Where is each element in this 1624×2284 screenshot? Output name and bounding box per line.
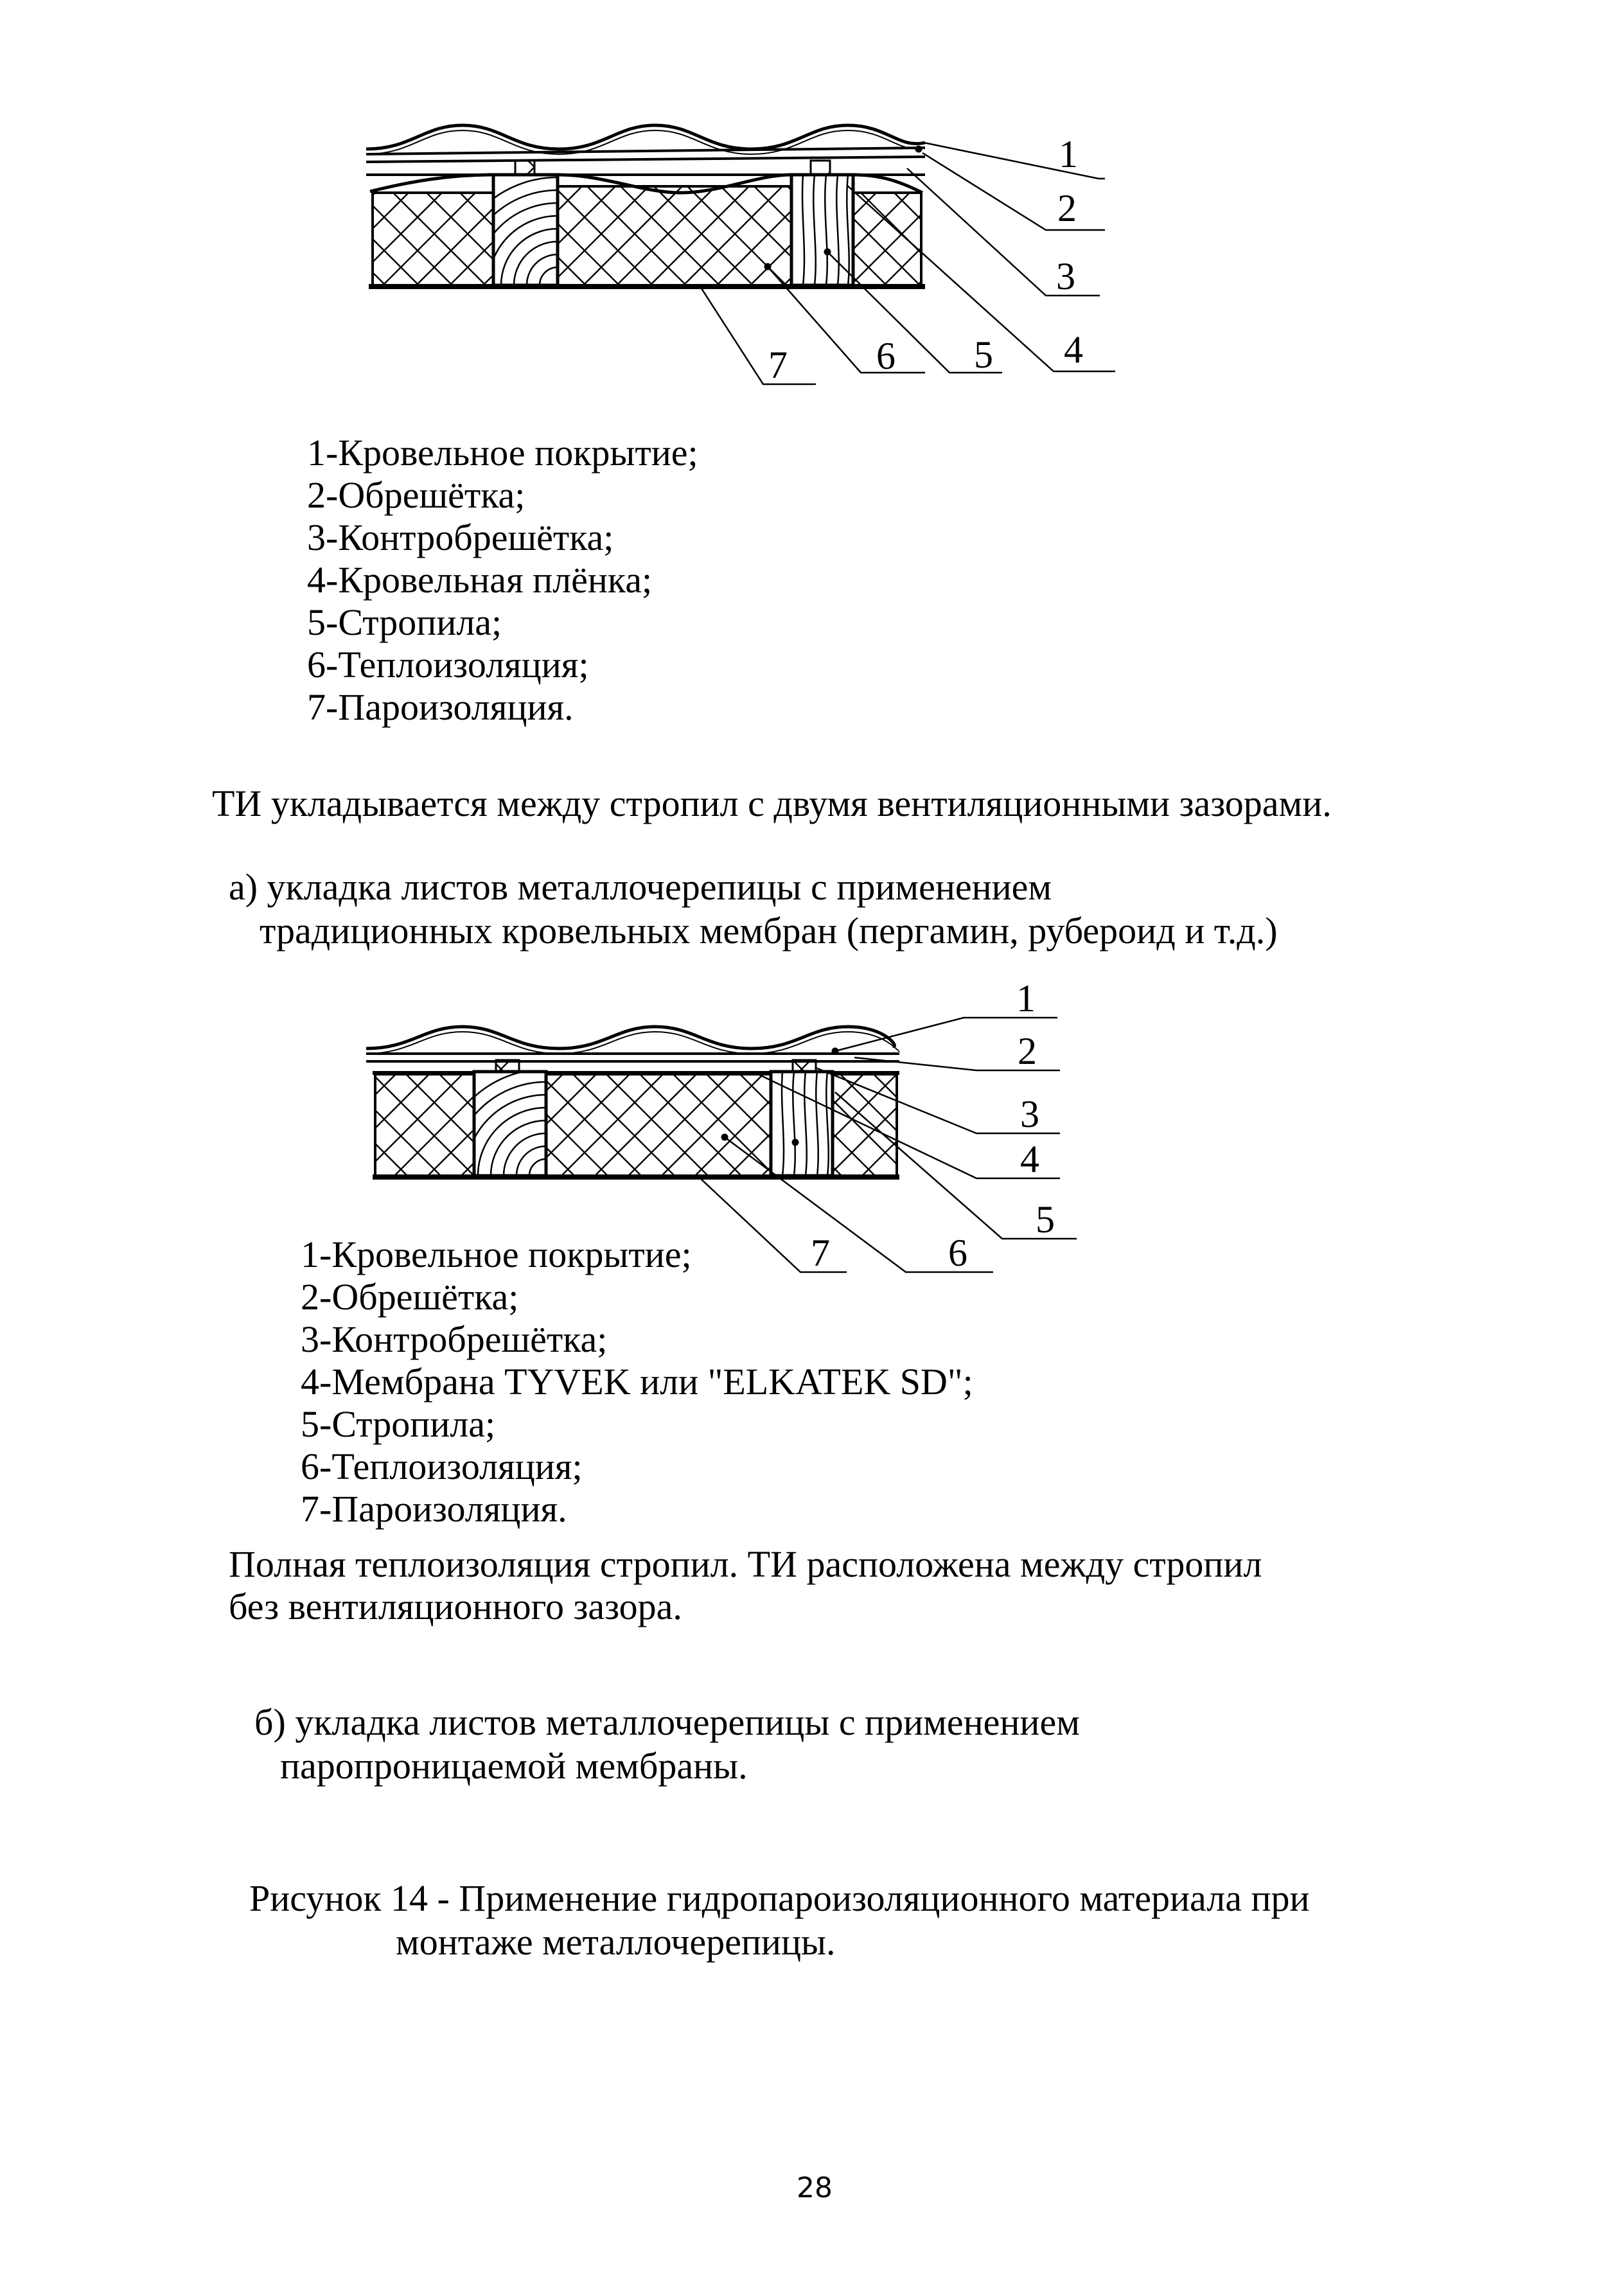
bottom-legend-item: 1-Кровельное покрытие; [301,1234,692,1275]
figure-title-line2: монтаже металлочерепицы. [396,1921,836,1963]
bottom-callout-4: 4 [1020,1138,1039,1180]
bottom-insulation-left [375,1074,474,1176]
top-callout-3: 3 [1056,255,1075,297]
bottom-description-line2: без вентиляционного зазора. [229,1586,682,1627]
top-batten [515,161,534,175]
top-legend-item: 4-Кровельная плёнка; [307,559,653,601]
bottom-callout-3: 3 [1020,1093,1039,1135]
top-roofing-sheet [366,125,925,149]
top-caption-line1: а) укладка листов металлочерепицы с применением [229,866,1052,908]
top-insulation-right [853,193,921,285]
bottom-insulation-mid [546,1074,771,1176]
bottom-caption-line1: б) укладка листов металлочерепицы с применением [254,1701,1080,1743]
top-callout-5: 5 [974,333,993,376]
top-callout-2: 2 [1057,187,1077,229]
top-legend-item: 6-Теплоизоляция; [307,644,589,686]
top-legend [307,432,698,729]
bottom-legend [301,1234,973,1530]
top-callout-4: 4 [1064,328,1083,371]
top-callout-6: 6 [876,335,896,377]
bottom-legend-item: 6-Теплоизоляция; [301,1446,583,1487]
top-legend-item: 3-Контробрешётка; [307,517,614,558]
bottom-description-line1: Полная теплоизоляция стропил. ТИ расположена между стропил [229,1543,1262,1585]
top-insulation-mid [558,186,791,285]
bottom-legend-item: 2-Обрешётка; [301,1276,519,1318]
bottom-callout-7: 7 [811,1232,830,1274]
bottom-legend-item: 7-Пароизоляция. [301,1488,567,1530]
bottom-legend-item: 3-Контробрешётка; [301,1318,608,1360]
top-description: ТИ укладывается между стропил с двумя вентиляционными зазорами. [212,783,1332,824]
bottom-callout-1: 1 [1016,977,1036,1020]
bottom-caption-line2: паропроницаемой мембраны. [280,1745,748,1787]
top-callout-7: 7 [768,344,788,386]
bottom-legend-item: 5-Стропила; [301,1403,496,1445]
top-insulation-left [373,193,493,285]
figure-title-line1: Рисунок 14 - Применение гидропароизоляционного материала при [249,1877,1310,1919]
top-legend-item: 2-Обрешётка; [307,474,525,516]
bottom-callout-6: 6 [948,1232,967,1274]
top-callout-1: 1 [1059,133,1078,175]
bottom-callout-2: 2 [1018,1030,1037,1072]
page-number: 28 [797,2172,833,2204]
top-legend-item: 7-Пароизоляция. [307,686,574,728]
bottom-legend-item: 4-Мембрана TYVEK или "ELKATEK SD"; [301,1361,973,1403]
bottom-rafter-2 [771,1072,833,1176]
top-caption-line2: традиционных кровельных мембран (пергамин, рубероид и т.д.) [260,910,1278,952]
top-legend-item: 1-Кровельное покрытие; [307,432,698,474]
bottom-callout-5: 5 [1036,1198,1055,1241]
top-roof-section [366,125,1115,393]
top-legend-item: 5-Стропила; [307,601,502,643]
